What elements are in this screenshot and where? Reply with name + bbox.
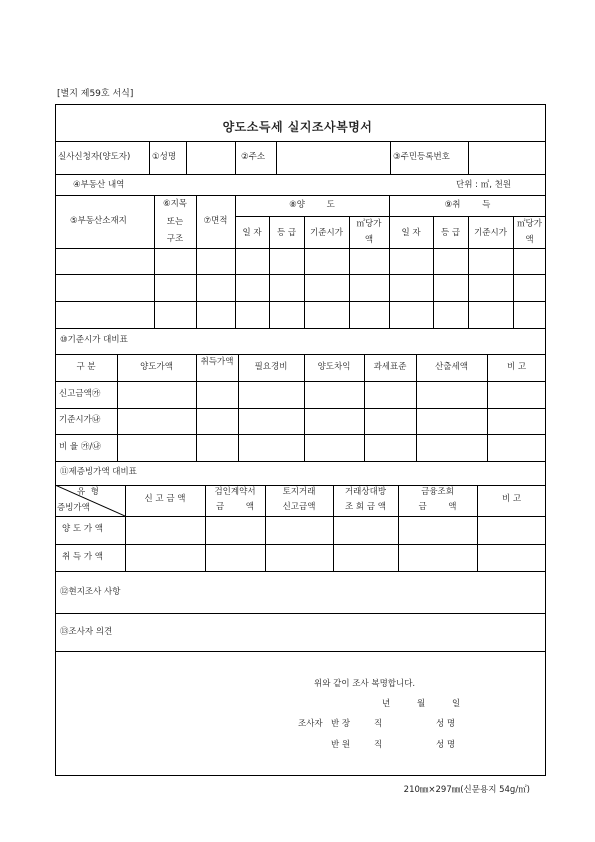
rule — [349, 216, 350, 328]
team-member-signature: 성 명 — [436, 740, 456, 750]
id-number-label: ③주민등록번호 — [393, 152, 450, 162]
evidence-header-counterparty-2: 조 회 금 액 — [345, 502, 386, 512]
rule — [513, 216, 514, 328]
evidence-header-reported: 신 고 금 액 — [144, 494, 186, 504]
std-header-expenses: 필요경비 — [254, 362, 288, 372]
closing-statement: 위와 같이 조사 복명합니다. — [314, 679, 416, 689]
evidence-row-transfer: 양 도 가 액 — [62, 524, 103, 534]
std-header-acquire-value: 취득가액 — [200, 357, 234, 367]
team-member-position: 직 — [374, 740, 383, 750]
rule — [468, 141, 469, 174]
acquire-header: ⑨취 득 — [444, 200, 491, 210]
evidence-row-acquire: 취 득 가 액 — [62, 552, 103, 562]
rule — [149, 141, 150, 174]
date-year: 년 — [382, 699, 391, 709]
rule — [276, 141, 277, 174]
rule — [235, 195, 236, 328]
std-row-reported: 신고금액㉮ — [59, 389, 101, 399]
name-label: ①성명 — [152, 152, 177, 162]
opinion-label: ⑬조사자 의견 — [60, 627, 113, 637]
page-title: 양도소득세 실지조사복명서 — [222, 120, 373, 134]
std-compare-section-label: ⑩기준시가 대비표 — [60, 335, 128, 345]
evidence-header-finance-1: 금융조회 — [421, 487, 454, 497]
applicant-label: 실사신청자(양도자) — [58, 152, 131, 162]
rule — [55, 381, 546, 382]
date-month: 월 — [417, 699, 426, 709]
std-header-category: 구 분 — [76, 362, 96, 372]
rule — [55, 613, 546, 614]
rule — [55, 408, 546, 409]
address-label: ②주소 — [241, 152, 266, 162]
evidence-header-land-1: 토지거래 — [282, 487, 316, 497]
evidence-header-remarks: 비 고 — [501, 494, 522, 504]
transfer-grade-header: 등 급 — [276, 228, 297, 238]
site-survey-label: ⑫현지조사 사항 — [60, 587, 121, 597]
rule — [196, 354, 197, 461]
transfer-per-m2-header-2: 액 — [364, 235, 374, 245]
evidence-header-land-2: 신고금액 — [282, 502, 316, 512]
property-section-label: ④부동산 내역 — [73, 180, 125, 190]
rule — [389, 195, 390, 328]
category-header-1: ⑥지목 — [162, 199, 188, 209]
rule — [55, 248, 546, 249]
rule — [186, 141, 187, 174]
rule — [55, 301, 546, 302]
acquire-grade-header: 등 급 — [440, 228, 461, 238]
rule — [55, 461, 546, 462]
rule — [235, 216, 546, 217]
team-member-label: 반 원 — [331, 740, 351, 750]
evidence-section-label: ⑪제증빙가액 대비표 — [60, 467, 137, 477]
date-day: 일 — [452, 699, 461, 709]
evidence-corner-amount: 증빙가액 — [57, 503, 90, 513]
acquire-std-price-header: 기준시가 — [474, 228, 507, 238]
acquire-per-m2-header-1: ㎡당가 — [517, 219, 542, 229]
rule — [55, 328, 546, 329]
std-row-ratio: 비 율 ㉮/㉯ — [59, 442, 101, 452]
location-header: ⑤부동산소재지 — [70, 216, 127, 226]
rule — [55, 434, 546, 435]
team-leader-label: 반 장 — [331, 719, 351, 729]
team-leader-position: 직 — [374, 719, 383, 729]
rule — [235, 141, 236, 174]
std-header-transfer-value: 양도가액 — [140, 362, 173, 372]
transfer-header: ⑧양 도 — [289, 200, 335, 210]
unit-label: 단위 : ㎡, 천원 — [456, 180, 512, 190]
rule — [55, 651, 546, 652]
acquire-per-m2-header-2: 액 — [525, 235, 534, 245]
category-header-2: 또는 — [166, 217, 184, 227]
std-header-remarks: 비 고 — [506, 362, 527, 372]
rule — [55, 516, 546, 517]
rule — [55, 354, 546, 355]
evidence-header-contract-2: 금 액 — [215, 502, 255, 512]
evidence-header-counterparty-1: 거래상대방 — [344, 487, 387, 497]
rule — [196, 195, 197, 328]
rule — [55, 195, 546, 196]
rule — [55, 274, 546, 275]
transfer-date-header: 일 자 — [242, 228, 262, 238]
rule — [55, 174, 546, 175]
rule — [55, 485, 546, 486]
paper-spec-footer: 210㎜×297㎜(신문용지 54g/㎡) — [403, 785, 530, 795]
transfer-per-m2-header-1: ㎡당가 — [356, 219, 382, 229]
rule — [55, 544, 546, 545]
category-header-3: 구조 — [166, 234, 184, 244]
std-header-computed-tax: 산출세액 — [435, 362, 468, 372]
std-header-tax-base: 과세표준 — [373, 362, 407, 372]
rule — [55, 571, 546, 572]
form-code: [별지 제59호 서식] — [57, 89, 134, 99]
area-header: ⑦면적 — [203, 216, 228, 226]
rule — [390, 141, 391, 174]
std-header-gain: 양도차익 — [317, 362, 351, 372]
evidence-corner-type: 유 형 — [77, 487, 99, 497]
investigator-label: 조사자 — [298, 719, 323, 729]
std-row-standard: 기준시가㉯ — [59, 415, 101, 425]
evidence-header-finance-2: 금 액 — [418, 502, 457, 512]
rule — [55, 141, 546, 142]
acquire-date-header: 일 자 — [401, 228, 421, 238]
rule — [154, 195, 155, 328]
evidence-header-contract-1: 검인계약서 — [214, 487, 256, 497]
team-leader-signature: 성 명 — [436, 719, 456, 729]
transfer-std-price-header: 기준시가 — [310, 228, 343, 238]
